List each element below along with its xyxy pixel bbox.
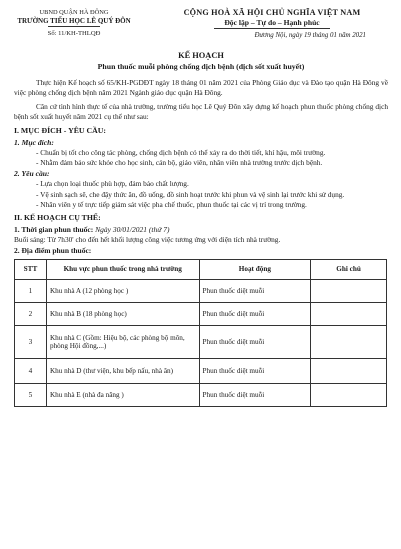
table-row — [15, 358, 387, 383]
list-item: - Lựa chọn loại thuốc phù hợp, đảm bảo chất lượng. — [36, 179, 189, 189]
table-cell — [311, 358, 387, 383]
table-cell: Khu nhà B (18 phòng học) — [46, 302, 199, 325]
column-header: STT — [15, 259, 47, 279]
subsection-heading: 2. Yêu cầu: — [14, 169, 50, 179]
list-item: - Nhân viên y tế trực tiếp giám sát việc pha chế thuốc, phun thuốc tại các vị trí trong trường. — [36, 199, 307, 209]
section-heading: II. KẾ HOẠCH CỤ THỂ: — [14, 213, 101, 223]
title-main: KẾ HOẠCH — [178, 51, 224, 60]
plan-time-detail: Buổi sáng: Từ 7h30' cho đến hết khối lượng công việc tương ứng với diện tích nhà trường. — [14, 234, 281, 244]
table-cell: 5 — [15, 383, 47, 406]
intro-block — [14, 78, 388, 122]
table-cell: Khu nhà E (nhà đa năng ) — [46, 383, 199, 406]
table-cell — [311, 325, 387, 358]
column-header: Khu vực phun thuốc trong nhà trường — [46, 259, 199, 279]
spray-locations-table — [14, 259, 387, 407]
document-title — [14, 50, 388, 72]
table-cell: Phun thuốc diệt muỗi — [199, 325, 311, 358]
section-heading: I. MỤC ĐÍCH - YÊU CẦU: — [14, 126, 106, 136]
plan-time-label: 1. Thời gian phun thuốc: — [14, 224, 94, 234]
intro-paragraph: Căn cứ tình hình thực tế của nhà trường, trường tiểu học Lê Quý Đôn xây dựng kế hoạch phun thuốc phòng chống dịch bệnh sốt xuất huyết năm 2021 cụ thể như sau: — [14, 101, 388, 121]
table-cell: 1 — [15, 279, 47, 302]
table-cell: Khu nhà A (12 phòng học ) — [46, 279, 199, 302]
plan-time-line — [14, 224, 388, 235]
intro-paragraph: Thực hiện Kế hoạch số 65/KH-PGDĐT ngày 18 tháng 01 năm 2021 của Phòng Giáo dục và Đào tạo quận Hà Đông về việc phòng chống dịch bệnh năm 2021 Ngành giáo dục quận Hà Đông. — [14, 78, 388, 98]
table-header-row — [15, 259, 387, 279]
title-subject: Phun thuốc muỗi phòng chống dịch bệnh (dịch sốt xuất huyết) — [97, 62, 305, 71]
table-cell: Phun thuốc diệt muỗi — [199, 383, 311, 406]
table-row — [15, 279, 387, 302]
issuer-block — [14, 8, 134, 42]
plan-time-value: Ngày 30/01/2021 — [93, 224, 148, 234]
list-item: - Vệ sinh sạch sẽ, che đậy thức ăn, đồ uống, đồ sinh hoạt trước khi phun và vệ sinh lại trước khi sử dụng. — [36, 189, 345, 199]
table-cell: Khu nhà D (thư viện, khu bếp nấu, nhà ăn) — [46, 358, 199, 383]
table-cell: 3 — [15, 325, 47, 358]
section-plan — [14, 212, 388, 256]
column-header: Hoạt động — [199, 259, 311, 279]
document-number: Số: 11/KH-THLQĐ — [47, 30, 101, 37]
table-cell — [311, 279, 387, 302]
table-row — [15, 325, 387, 358]
table-row — [15, 302, 387, 325]
table-row — [15, 383, 387, 406]
national-motto-block — [156, 8, 388, 42]
table-cell: 2 — [15, 302, 47, 325]
table-cell — [311, 383, 387, 406]
document-header — [14, 0, 388, 42]
national-motto: Độc lập – Tự do – Hạnh phúc — [224, 18, 320, 27]
table-cell — [311, 302, 387, 325]
list-item: - Chuẩn bị tốt cho công tác phòng, chống dịch bệnh có thể xảy ra do thời tiết, khí hậu, môi trường. — [36, 147, 326, 157]
table-cell: Khu nhà C (Gồm: Hiệu bộ, các phòng bộ môn, phòng Hội đồng,...) — [46, 325, 199, 358]
country-name: CỘNG HOÀ XÃ HỘI CHỦ NGHĨA VIỆT NAM — [183, 8, 361, 17]
list-item: - Nhằm đảm bảo sức khỏe cho học sinh, cán bộ, giáo viên, nhân viên nhà trường trước dịch bệnh. — [36, 157, 323, 167]
table-cell: Phun thuốc diệt muỗi — [199, 279, 311, 302]
table-cell: 4 — [15, 358, 47, 383]
column-header: Ghi chú — [311, 259, 387, 279]
issuer-parent: UBND QUẬN HÀ ĐÔNG — [39, 9, 109, 16]
table-cell: Phun thuốc diệt muỗi — [199, 302, 311, 325]
subsection-heading: 1. Mục đích: — [14, 137, 54, 147]
plan-location-label: 2. Địa điểm phun thuốc: — [14, 245, 92, 255]
plan-time-note: (thứ 7) — [147, 224, 170, 234]
section-purpose — [14, 125, 388, 210]
document-date: Đương Nội, ngày 19 tháng 01 năm 2021 — [254, 32, 366, 39]
table-cell: Phun thuốc diệt muỗi — [199, 358, 311, 383]
issuer-name: TRƯỜNG TIỂU HỌC LÊ QUÝ ĐÔN — [17, 17, 131, 25]
